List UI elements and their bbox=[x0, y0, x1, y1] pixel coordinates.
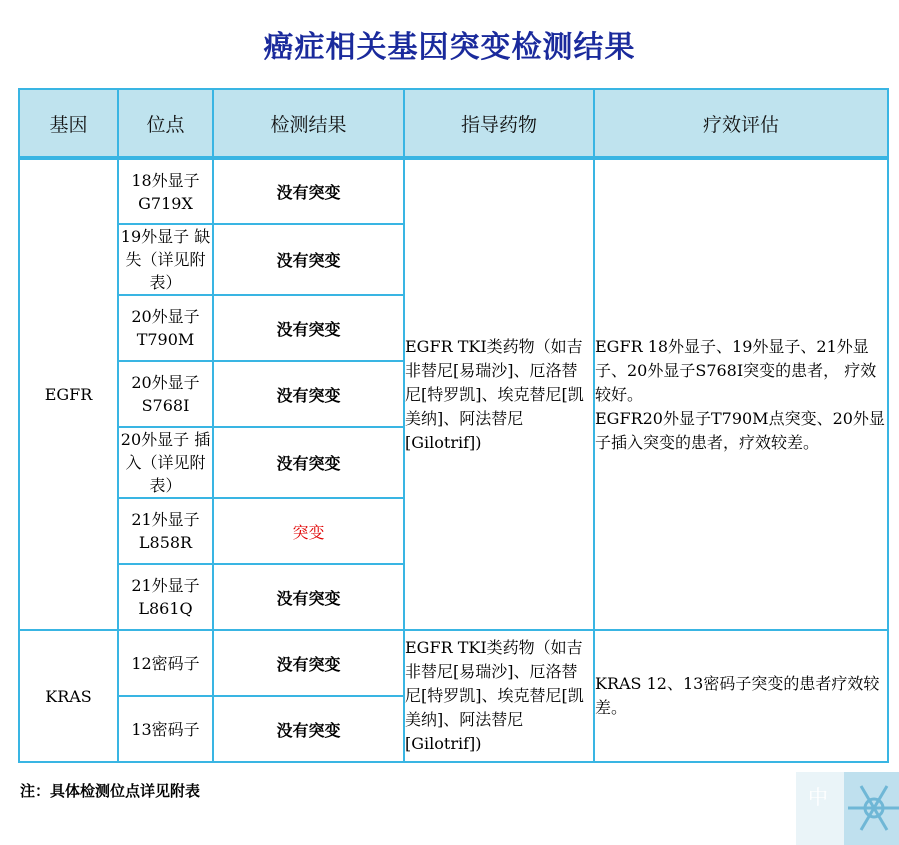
header-drug: 指导药物 bbox=[404, 89, 594, 158]
result-cell: 没有突变 bbox=[213, 427, 404, 498]
result-cell: 没有突变 bbox=[213, 158, 404, 224]
site-cell: 20外显子 插入（详见附表） bbox=[118, 427, 213, 498]
gene-egfr: EGFR bbox=[19, 158, 118, 630]
page-title: 癌症相关基因突变检测结果 bbox=[263, 30, 636, 65]
result-cell: 没有突变 bbox=[213, 295, 404, 361]
svg-text:中: 中 bbox=[808, 785, 828, 809]
site-cell: 20外显子 T790M bbox=[118, 295, 213, 361]
site-cell: 13密码子 bbox=[118, 696, 213, 762]
header-gene: 基因 bbox=[19, 89, 118, 158]
efficacy-kras: KRAS 12、13密码子突变的患者疗效较差。 bbox=[594, 630, 888, 762]
snowflake-decoration-icon bbox=[796, 772, 899, 845]
header-site: 位点 bbox=[118, 89, 213, 158]
drug-kras: EGFR TKI类药物（如吉非替尼[易瑞沙]、厄洛替尼[特罗凯]、埃克替尼[凯美纳]、阿法替尼[Gilotrif]) bbox=[404, 630, 594, 762]
efficacy-egfr-text-1: EGFR 18外显子、19外显子、21外显子、20外显子S768I突变的患者， 疗效较好。 bbox=[595, 336, 877, 404]
efficacy-egfr-text-2: EGFR20外显子T790M点突变、20外显子插入突变的患者，疗效较差。 bbox=[595, 408, 885, 452]
table-row bbox=[19, 158, 888, 224]
efficacy-egfr bbox=[594, 158, 888, 630]
result-cell: 没有突变 bbox=[213, 224, 404, 295]
footnote: 注：具体检测位点详见附表 bbox=[20, 782, 201, 800]
site-cell: 21外显子 L858R bbox=[118, 498, 213, 564]
results-table bbox=[18, 88, 889, 763]
header-efficacy: 疗效评估 bbox=[594, 89, 888, 158]
site-cell: 18外显子 G719X bbox=[118, 158, 213, 224]
site-cell: 20外显子 S768I bbox=[118, 361, 213, 427]
result-cell: 没有突变 bbox=[213, 564, 404, 630]
drug-egfr: EGFR TKI类药物（如吉非替尼[易瑞沙]、厄洛替尼[特罗凯]、埃克替尼[凯美纳]、阿法替尼[Gilotrif]) bbox=[404, 158, 594, 630]
site-cell: 19外显子 缺失（详见附表） bbox=[118, 224, 213, 295]
result-cell-mutation: 突变 bbox=[213, 498, 404, 564]
site-cell: 21外显子 L861Q bbox=[118, 564, 213, 630]
table-row bbox=[19, 630, 888, 696]
result-cell: 没有突变 bbox=[213, 630, 404, 696]
site-cell: 12密码子 bbox=[118, 630, 213, 696]
gene-kras: KRAS bbox=[19, 630, 118, 762]
result-cell: 没有突变 bbox=[213, 696, 404, 762]
header-result: 检测结果 bbox=[213, 89, 404, 158]
header-row bbox=[19, 89, 888, 158]
result-cell: 没有突变 bbox=[213, 361, 404, 427]
